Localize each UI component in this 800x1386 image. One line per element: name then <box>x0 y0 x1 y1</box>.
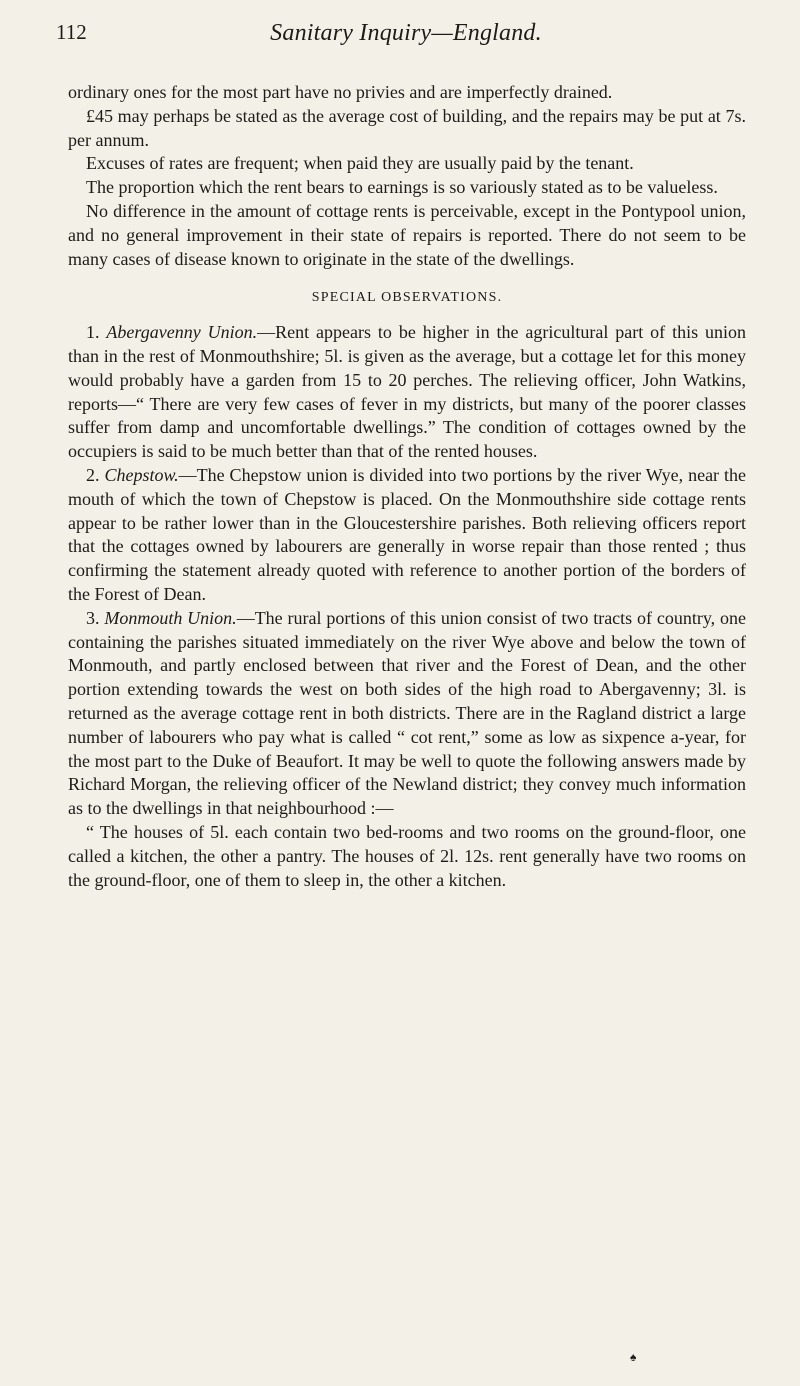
observation-monmouth <box>68 607 746 821</box>
observation-text: —The rural portions of this union consist of two tracts of country, one containing the parishes situated immediately on the river Wye above and below the town of Monmouth, and partly enclosed between that river and the Forest of Dean, and the other portion extending towards the west on both sides of the high road to Abergavenny; 3l. is returned as the average cottage rent in both districts. There are in the Ragland district a large number of labourers who pay what is called “ cot rent,” some as low as sixpence a-year, for the most part to the Duke of Beaufort. It may be well to quote the following answers made by Richard Morgan, the relieving officer of the Newland district; they convey much information as to the dwellings in that neighbourhood :— <box>68 607 746 819</box>
observation-number: 3. <box>86 607 100 628</box>
observation-number: 2. <box>86 464 100 485</box>
observation-number: 1. <box>86 322 100 343</box>
page-header <box>56 20 756 52</box>
observation-heading: Monmouth Union. <box>104 607 237 628</box>
paragraph-privies: ordinary ones for the most part have no privies and are imperfectly drained. <box>68 82 613 102</box>
paragraph-building-cost: £45 may perhaps be stated as the average cost of building, and the repairs may be put at 7s. per annum. <box>68 105 746 150</box>
observation-text: —The Chepstow union is divided into two portions by the river Wye, near the mouth of which the town of Chepstow is placed. On the Monmouthshire side cottage rents appear to be rather lower than in the Gloucestershire parishes. Both relieving officers report that the cottages owned by labourers are generally in worse repair than those rented ; thus confirming the statement already quoted with reference to another portion of the borders of the Forest of Dean. <box>68 464 746 604</box>
observation-text: —Rent appears to be higher in the agricultural part of this union than in the rest of Monmouthshire; 5l. is given as the average, but a cottage let for this money would probably have a garden from 15 to 20 perches. The relieving officer, John Watkins, reports—“ There are very few cases of fever in my districts, but many of the poorer classes suffer from damp and uncomfortable dwellings.” The condition of cottages owned by the occupiers is said to be much better than that of the rented houses. <box>68 322 747 462</box>
printer-mark: ♠ <box>630 1350 637 1364</box>
page-number: 112 <box>56 20 87 44</box>
paragraph-rates: Excuses of rates are frequent; when paid they are usually paid by the tenant. <box>86 153 634 174</box>
observation-heading: Chepstow. <box>104 464 179 485</box>
running-title: Sanitary Inquiry—England. <box>270 20 542 46</box>
paragraph-rent-difference: No difference in the amount of cottage rents is perceivable, except in the Pontypool union, and no general improvement in their state of repairs is reported. There do not seem to be many cases of disease known to originate in the state of the dwellings. <box>68 200 746 269</box>
section-title: SPECIAL OBSERVATIONS. <box>311 290 503 306</box>
newland-quote: “ The houses of 5l. each contain two bed-rooms and two rooms on the ground-floor, one called a kitchen, the other a pantry. The houses of 2l. 12s. rent generally have two rooms on the ground-floor, one of them to sleep in, the other a kitchen. <box>68 821 746 890</box>
observation-chepstow <box>68 464 746 607</box>
observation-heading: Abergavenny Union. <box>106 322 258 343</box>
page-body <box>68 81 746 892</box>
observation-abergavenny <box>68 321 746 464</box>
paragraph-rent-proportion: The proportion which the rent bears to earnings is so variously stated as to be valueless. <box>86 177 718 198</box>
